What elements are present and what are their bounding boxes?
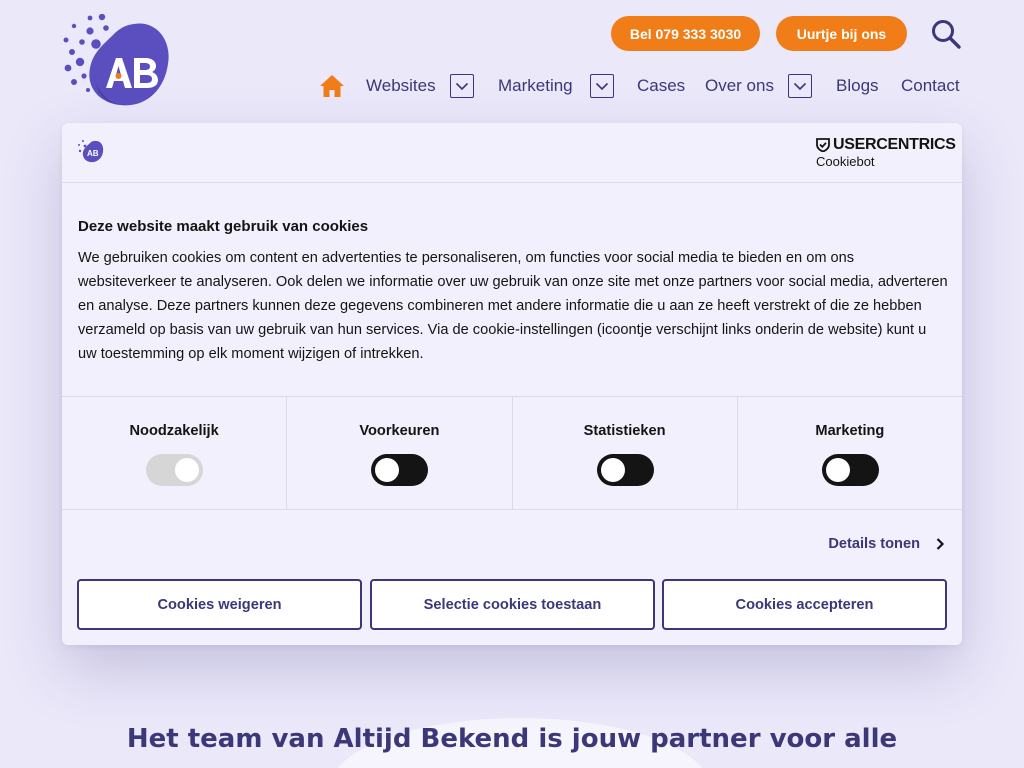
nav-item-websites[interactable] [366, 72, 436, 100]
deny-cookies-button[interactable] [77, 579, 362, 630]
toggle-knob [175, 458, 199, 482]
cookie-categories [62, 396, 962, 510]
search-icon[interactable] [930, 18, 962, 50]
nav-item-contact[interactable] [901, 72, 960, 100]
chevron-down-icon[interactable] [450, 74, 474, 98]
cookie-category-voorkeuren [286, 397, 511, 509]
chevron-right-icon [934, 537, 946, 551]
toggle-marketing[interactable] [822, 454, 879, 486]
call-button-label: Bel 079 333 3030 [629, 25, 742, 42]
deny-cookies-label: Cookies weigeren [157, 596, 282, 613]
main-nav [0, 72, 1024, 102]
usercentrics-brand: USERCENTRICS [833, 136, 956, 153]
nav-item-marketing[interactable] [498, 72, 573, 100]
nav-item-label: Contact [901, 76, 960, 95]
home-icon[interactable] [319, 74, 345, 98]
nav-item-label: Blogs [836, 76, 879, 95]
hero-title-pre: Het team van [126, 724, 334, 754]
nav-item-cases[interactable] [637, 72, 685, 100]
nav-item-blogs[interactable] [836, 72, 879, 100]
visit-button[interactable] [776, 16, 907, 51]
visit-button-label: Uurtje bij ons [796, 25, 887, 42]
hero-title [0, 724, 1024, 754]
call-button[interactable] [611, 16, 760, 51]
usercentrics-logo [816, 136, 956, 172]
chevron-down-icon[interactable] [590, 74, 614, 98]
hero-title-post: is jouw partner voor alle [529, 724, 898, 754]
category-label: Noodzakelijk [129, 423, 219, 439]
nav-item-over-ons[interactable] [705, 72, 774, 100]
category-label: Marketing [815, 423, 885, 439]
details-link-label: Details tonen [828, 536, 920, 552]
svg-text:AB: AB [87, 149, 99, 158]
cookie-category-statistieken [512, 397, 737, 509]
category-label: Statistieken [583, 423, 666, 439]
nav-item-label: Marketing [498, 76, 573, 95]
cookie-banner-header [62, 123, 962, 183]
nav-item-label: Over ons [705, 76, 774, 95]
accept-cookies-button[interactable] [662, 579, 947, 630]
cookie-category-noodzakelijk [62, 397, 286, 509]
allow-selection-label: Selectie cookies toestaan [423, 596, 602, 613]
accept-cookies-label: Cookies accepteren [735, 596, 874, 613]
nav-item-label: Websites [366, 76, 436, 95]
toggle-knob [601, 458, 625, 482]
cookie-banner-text: We gebruiken cookies om content en advertenties te personaliseren, om functies voor social media te bieden en om ons websiteverkeer te analyseren. Ook delen we informatie over uw gebruik van onze site met onze partners voor social media, adverteren en analyse. Deze partners kunnen deze gegevens combineren met andere informatie die u aan ze heeft verstrekt of die ze hebben verzameld op basis van uw gebruik van hun services. Via de cookie-instellingen (icoontje verschijnt links onderin de website) kunt u uw toestemming op elk moment wijzigen of intrekken. [78, 250, 948, 362]
toggle-knob [826, 458, 850, 482]
toggle-statistieken[interactable] [597, 454, 654, 486]
cookie-banner-title: Deze website maakt gebruik van cookies [78, 218, 369, 235]
nav-item-label: Cases [637, 76, 686, 95]
cookie-category-marketing [737, 397, 962, 509]
shield-icon [816, 138, 830, 152]
allow-selection-button[interactable] [370, 579, 655, 630]
site-logo-small [76, 137, 104, 165]
toggle-noodzakelijk [146, 454, 203, 486]
details-link[interactable] [828, 532, 946, 556]
cookiebot-label: Cookiebot [816, 154, 875, 169]
chevron-down-icon[interactable] [788, 74, 812, 98]
toggle-knob [375, 458, 399, 482]
hero-title-brand: Altijd Bekend [333, 724, 530, 754]
category-label: Voorkeuren [359, 423, 440, 439]
toggle-voorkeuren[interactable] [371, 454, 428, 486]
cookie-banner [62, 123, 962, 645]
